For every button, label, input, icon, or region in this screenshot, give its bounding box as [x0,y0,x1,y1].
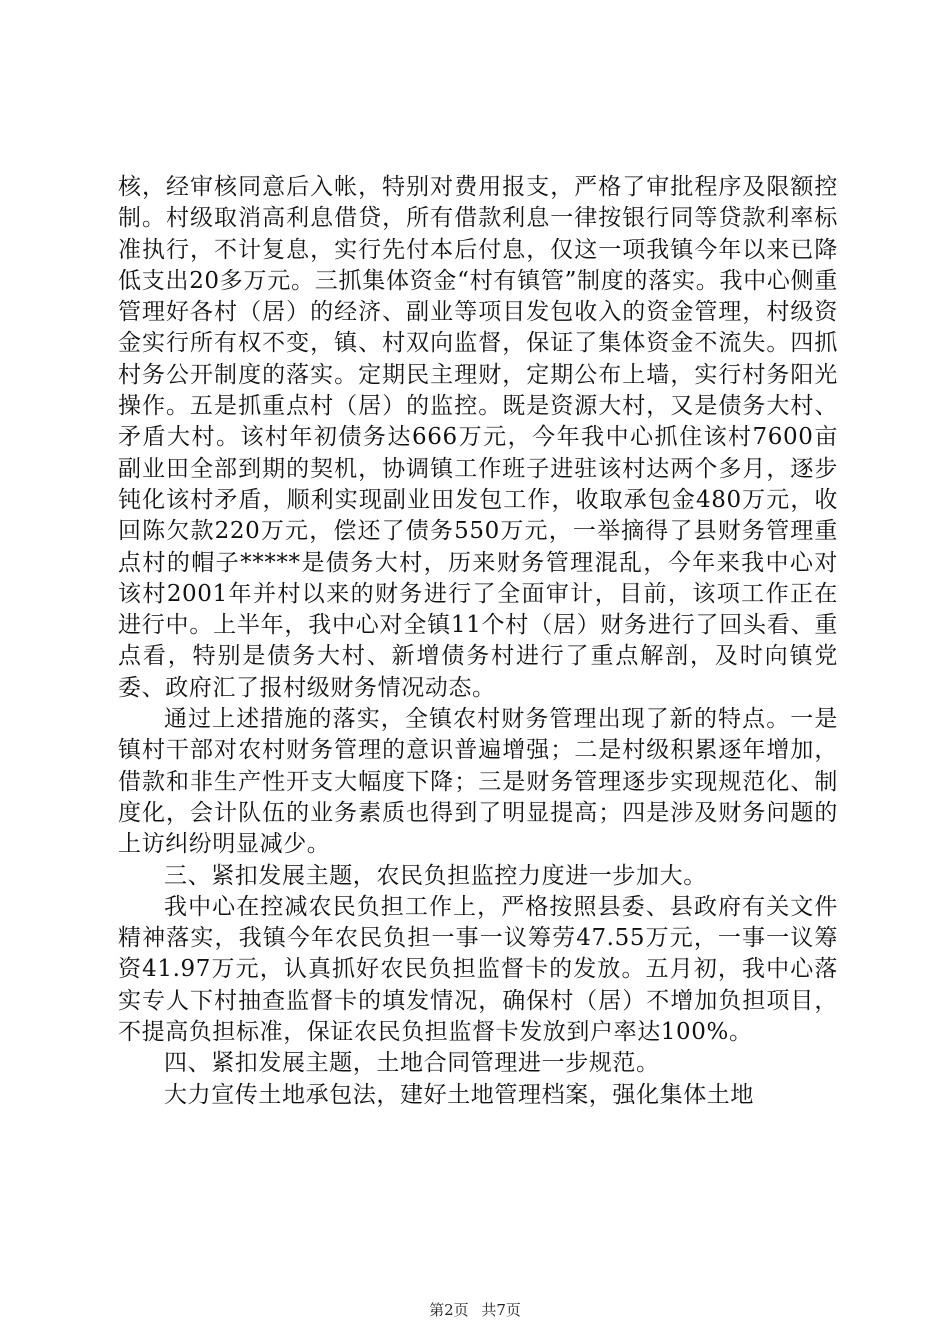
page-number: 第2页 [429,1301,469,1319]
paragraph-4: 我中心在控减农民负担工作上，严格按照县委、县政府有关文件精神落实，我镇今年农民负担一事一议筹劳47.55万元，一事一议筹资41.97万元，认真抓好农民负担监督卡的发放。五月初，我中心落实专人下村抽查监督卡的填发情况，确保村（居）不增加负担项目，不提高负担标准，保证农民负担监督卡发放到户率达100%。 [118,893,838,1046]
document-body [118,172,838,1111]
section-heading-4: 四、紧扣发展主题，土地合同管理进一步规范。 [164,1050,660,1077]
paragraph-1: 核，经审核同意后入帐，特别对费用报支，严格了审批程序及限额控制。村级取消高利息借贷，所有借款利息一律按银行同等贷款利率标准执行，不计复息，实行先付本后付息，仅这一项我镇今年以来已降低支出20多万元。三抓集体资金“村有镇管”制度的落实。我中心侧重管理好各村（居）的经济、副业等项目发包收入的资金管理，村级资金实行所有权不变，镇、村双向监督，保证了集体资金不流失。四抓村务公开制度的落实。定期民主理财，定期公布上墙，实行村务阳光操作。五是抓重点村（居）的监控。既是资源大村，又是债务大村、矛盾大村。该村年初债务达666万元，今年我中心抓住该村7600亩副业田全部到期的契机，协调镇工作班子进驻该村达两个多月，逐步钝化该村矛盾，顺利实现副业田发包工作，收取承包金480万元，收回陈欠款220万元，偿还了债务550万元，一举摘得了县财务管理重点村的帽子*****是债务大村，历来财务管理混乱，今年来我中心对该村2001年并村以来的财务进行了全面审计，目前，该项工作正在进行中。上半年，我中心对全镇11个村（居）财务进行了回头看、重点看，特别是债务大村、新增债务村进行了重点解剖，及时向镇党委、政府汇了报村级财务情况动态。 [118,174,838,701]
paragraph-2: 通过上述措施的落实，全镇农村财务管理出现了新的特点。一是镇村干部对农村财务管理的意识普遍增强；二是村级积累逐年增加，借款和非生产性开支大幅度下降；三是财务管理逐步实现规范化、制度化，会计队伍的业务素质也得到了明显提高；四是涉及财务问题的上访纠纷明显减少。 [118,706,838,858]
page-total: 共7页 [481,1301,521,1319]
paragraph-6: 大力宣传土地承包法，建好土地管理档案，强化集体土地 [164,1081,754,1108]
page-footer [0,1300,950,1320]
section-heading-3: 三、紧扣发展主题，农民负担监控力度进一步加大。 [164,862,707,889]
